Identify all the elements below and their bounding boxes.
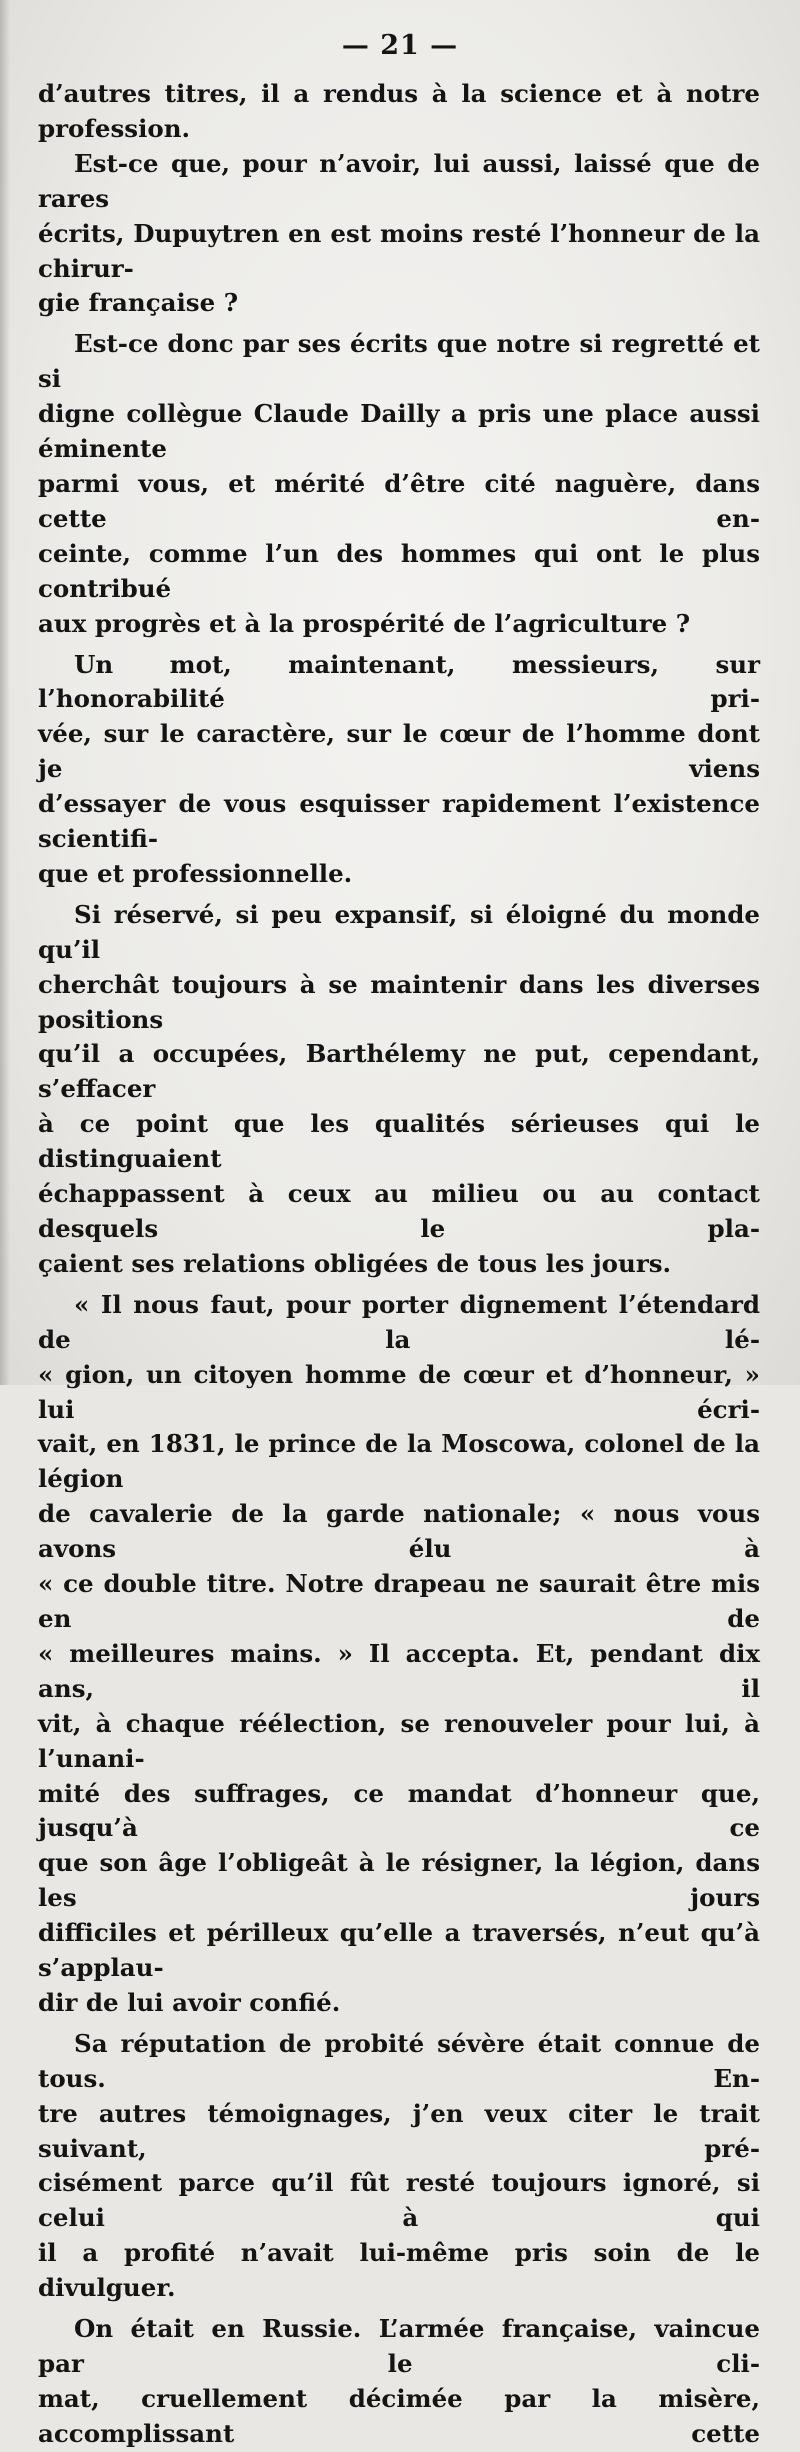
text-line: mité des suffrages, ce mandat d’honneur que, jusqu’à ce (38, 1778, 760, 1843)
text-line: digne collègue Claude Dailly a pris une place aussi éminente (38, 399, 760, 464)
page-edge-shadow (0, 0, 10, 1385)
text-line: çaient ses relations obligées de tous les jours. (38, 1248, 672, 1278)
page-number: — 21 — (341, 30, 459, 61)
text-line: tre autres témoignages, j’en veux citer le trait suivant, pré- (38, 2098, 760, 2163)
text-line: que son âge l’obligeât à le résigner, la légion, dans les jours (38, 1848, 760, 1913)
text-line: On était en Russie. L’armée française, vaincue par le cli- (38, 2314, 760, 2378)
text-line: cisément parce qu’il fût resté toujours ignoré, si celui à qui (38, 2168, 760, 2233)
text-line: à ce point que les qualités sérieuses qui le distinguaient (38, 1109, 760, 1174)
text-line: de cavalerie de la garde nationale; « nous vous avons élu à (38, 1499, 760, 1564)
text-line: parmi vous, et mérité d’être cité naguère, dans cette en- (38, 468, 760, 533)
text-line: « ce double titre. Notre drapeau ne saurait être mis en de (38, 1569, 760, 1633)
text-line: il a profité n’avait lui-même pris soin de le divulguer. (38, 2238, 760, 2303)
text-line: aux progrès et à la prospérité de l’agriculture ? (38, 608, 691, 638)
text-line: gie française ? (38, 288, 239, 318)
text-line: vée, sur le caractère, sur le cœur de l’homme dont je viens (38, 719, 760, 784)
text-line: difficiles et périlleux qu’elle a traversés, n’eut qu’à s’applau- (38, 1918, 760, 1983)
text-line: « meilleures mains. » Il accepta. Et, pendant dix ans, il (38, 1638, 760, 1703)
text-line: Est-ce que, pour n’avoir, lui aussi, laissé que de rares (38, 148, 760, 213)
text-line: Est-ce donc par ses écrits que notre si regretté et si (38, 329, 760, 394)
text-line: mat, cruellement décimée par la misère, accomplissant cette (38, 2383, 760, 2448)
text-line: d’essayer de vous esquisser rapidement l’existence scientifi- (38, 789, 760, 854)
text-line: d’autres titres, il a rendus à la science et à notre profession. (38, 79, 760, 143)
text-line: « gion, un citoyen homme de cœur et d’honneur, » lui écri- (38, 1359, 760, 1424)
text-line: vait, en 1831, le prince de la Moscowa, colonel de la légion (38, 1429, 760, 1494)
text-line: que et professionnelle. (38, 858, 353, 888)
text-line: ceinte, comme l’un des hommes qui ont le plus contribué (38, 538, 760, 603)
text-line: Si réservé, si peu expansif, si éloigné du monde qu’il (38, 899, 760, 964)
body-text (38, 77, 760, 2452)
text-line: échappassent à ceux au milieu ou au contact desquels le pla- (38, 1179, 760, 1243)
text-line: qu’il a occupées, Barthélemy ne put, cependant, s’effacer (38, 1039, 760, 1104)
text-line: écrits, Dupuytren en est moins resté l’honneur de la chirur- (38, 218, 760, 283)
text-line: vit, à chaque réélection, se renouveler pour lui, à l’unani- (38, 1708, 760, 1773)
text-line: cherchât toujours à se maintenir dans les diverses positions (38, 969, 760, 1034)
text-line: Un mot, maintenant, messieurs, sur l’honorabilité pri- (38, 649, 760, 714)
text-line: dir de lui avoir confié. (38, 1987, 341, 2017)
text-line: « Il nous faut, pour porter dignement l’étendard de la lé- (38, 1289, 760, 1354)
text-line: Sa réputation de probité sévère était connue de tous. En- (38, 2028, 760, 2093)
